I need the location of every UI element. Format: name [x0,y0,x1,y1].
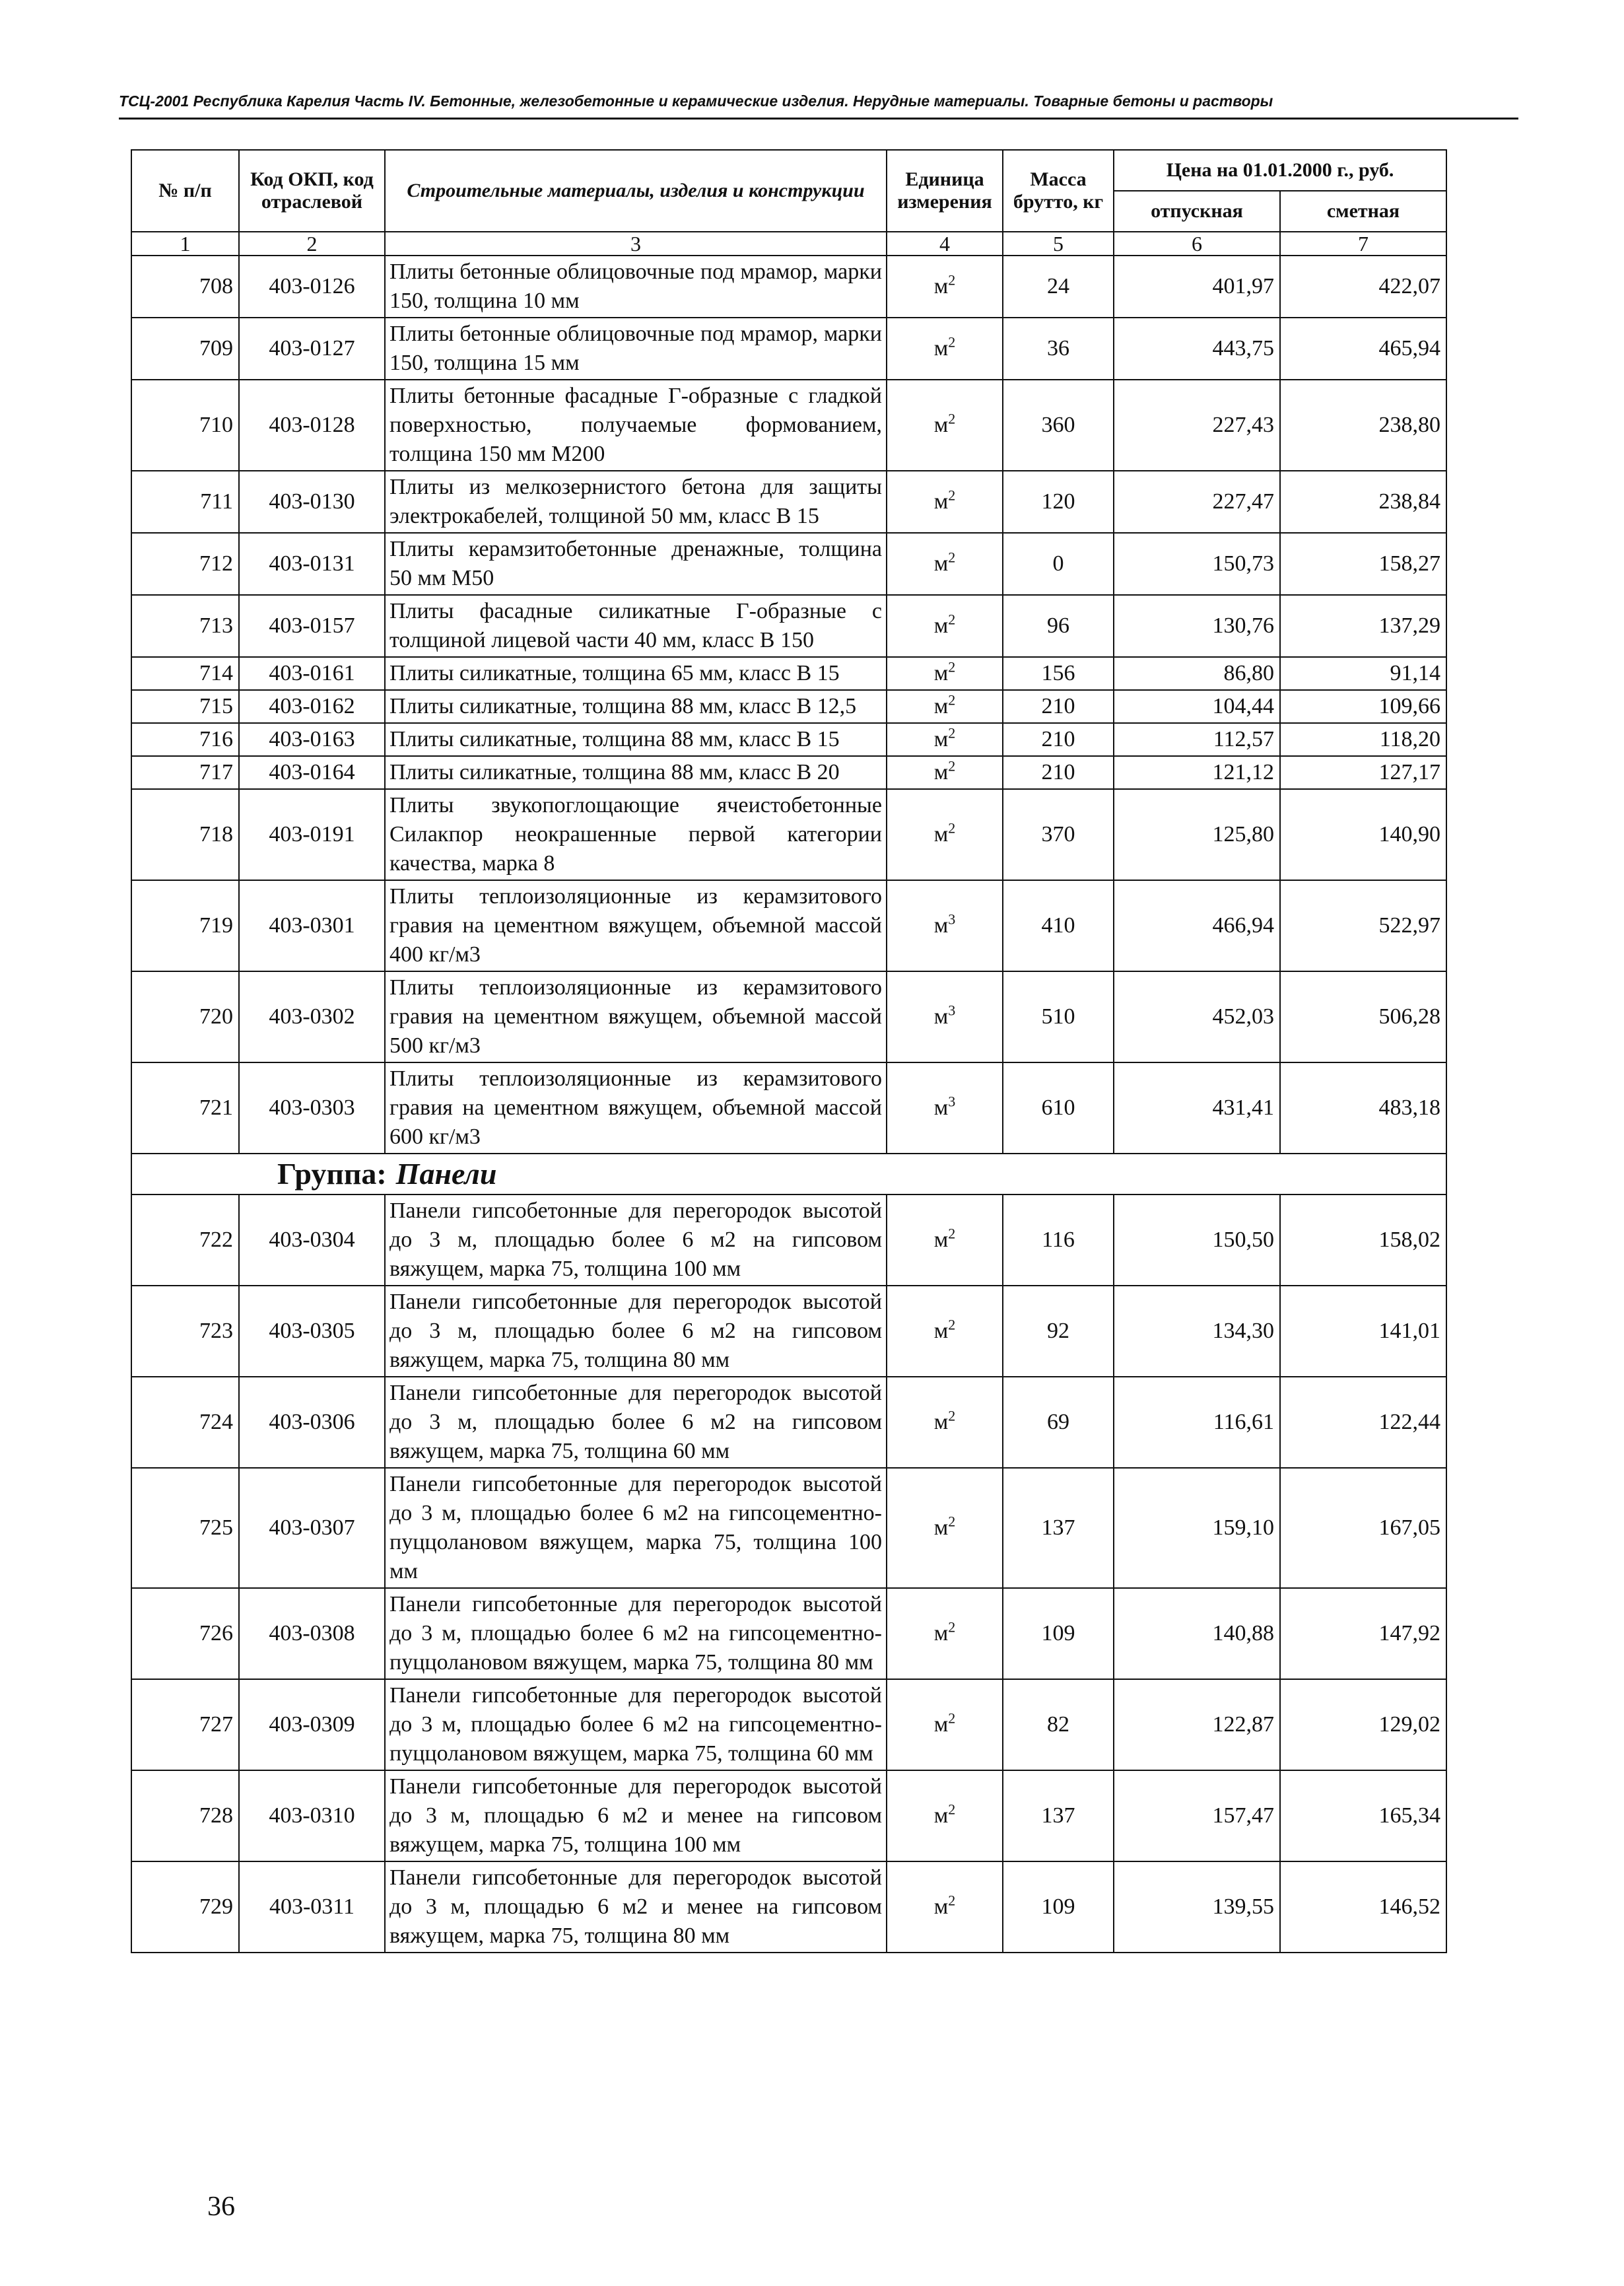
unit-exponent: 2 [948,333,956,351]
gross-mass: 156 [1003,657,1114,690]
table-row [131,880,1446,971]
item-description: Панели гипсобетонные для перегородок высотой до 3 м, площадью 6 м2 и менее на гипсовом вяжущем, марка 75, толщина 100 мм [385,1770,887,1861]
unit-base: м [933,1621,949,1645]
gross-mass: 24 [1003,256,1114,318]
gross-mass: 210 [1003,756,1114,789]
gross-mass: 36 [1003,318,1114,380]
table-row [131,1861,1446,1953]
column-number: 2 [239,232,385,256]
unit-exponent: 2 [948,549,956,566]
item-description: Панели гипсобетонные для перегородок высотой до 3 м, площадью более 6 м2 на гипсовом вяжущем, марка 75, толщина 60 мм [385,1377,887,1468]
row-number: 711 [131,471,239,533]
unit-exponent: 2 [948,724,956,742]
unit [887,880,1003,971]
estimate-price: 238,84 [1280,471,1446,533]
item-description: Плиты теплоизоляционные из керамзитового гравия на цементном вяжущем, объемной массой 500 кг/м3 [385,971,887,1062]
unit [887,380,1003,471]
item-description: Плиты фасадные силикатные Г-образные с толщиной лицевой части 40 мм, класс В 150 [385,595,887,657]
gross-mass: 360 [1003,380,1114,471]
gross-mass: 610 [1003,1062,1114,1154]
unit [887,471,1003,533]
release-price: 431,41 [1114,1062,1280,1154]
gross-mass: 120 [1003,471,1114,533]
unit-exponent: 2 [948,410,956,427]
estimate-price: 141,01 [1280,1286,1446,1377]
gross-mass: 92 [1003,1286,1114,1377]
estimate-price: 422,07 [1280,256,1446,318]
header-name: Строительные материалы, изделия и конструкции [385,150,887,232]
item-description: Плиты керамзитобетонные дренажные, толщина 50 мм М50 [385,533,887,595]
row-number: 728 [131,1770,239,1861]
unit-exponent: 2 [948,819,956,837]
release-price: 125,80 [1114,789,1280,880]
estimate-price: 165,34 [1280,1770,1446,1861]
unit-exponent: 2 [948,1618,956,1636]
row-number: 713 [131,595,239,657]
unit-exponent: 2 [948,1225,956,1242]
unit [887,1770,1003,1861]
unit-base: м [933,1228,949,1252]
okp-code: 403-0309 [239,1679,385,1770]
unit-exponent: 3 [948,1093,956,1110]
table-row [131,1195,1446,1286]
gross-mass: 69 [1003,1377,1114,1468]
unit [887,723,1003,756]
table-row [131,256,1446,318]
unit-exponent: 2 [948,658,956,675]
okp-code: 403-0304 [239,1195,385,1286]
unit-base: м [933,913,949,938]
gross-mass: 370 [1003,789,1114,880]
release-price: 227,43 [1114,380,1280,471]
okp-code: 403-0307 [239,1468,385,1588]
okp-code: 403-0301 [239,880,385,971]
release-price: 159,10 [1114,1468,1280,1588]
gross-mass: 210 [1003,723,1114,756]
header-okp: Код ОКП, код отраслевой [239,150,385,232]
gross-mass: 410 [1003,880,1114,971]
unit [887,256,1003,318]
column-number-row [131,232,1446,256]
row-number: 721 [131,1062,239,1154]
okp-code: 403-0303 [239,1062,385,1154]
item-description: Плиты теплоизоляционные из керамзитового гравия на цементном вяжущем, объемной массой 600 кг/м3 [385,1062,887,1154]
unit [887,690,1003,723]
header-price-estimate: сметная [1280,191,1446,232]
table-row [131,1770,1446,1861]
unit-exponent: 2 [948,757,956,775]
unit-exponent: 3 [948,911,956,928]
release-price: 466,94 [1114,880,1280,971]
unit-base: м [933,727,949,751]
estimate-price: 140,90 [1280,789,1446,880]
item-description: Плиты из мелкозернистого бетона для защиты электрокабелей, толщиной 50 мм, класс В 15 [385,471,887,533]
okp-code: 403-0311 [239,1861,385,1953]
column-number: 1 [131,232,239,256]
header-mass: Масса брутто, кг [1003,150,1114,232]
okp-code: 403-0164 [239,756,385,789]
release-price: 121,12 [1114,756,1280,789]
item-description: Плиты бетонные облицовочные под мрамор, марки 150, толщина 10 мм [385,256,887,318]
unit [887,1468,1003,1588]
unit-base: м [933,661,949,685]
group-label: Группа: [277,1157,387,1191]
release-price: 227,47 [1114,471,1280,533]
unit-exponent: 2 [948,691,956,709]
unit-base: м [933,489,949,514]
unit-base: м [933,336,949,361]
table-row [131,1468,1446,1588]
okp-code: 403-0191 [239,789,385,880]
item-description: Панели гипсобетонные для перегородок высотой до 3 м, площадью более 6 м2 на гипсовом вяжущем, марка 75, толщина 80 мм [385,1286,887,1377]
row-number: 717 [131,756,239,789]
estimate-price: 129,02 [1280,1679,1446,1770]
estimate-price: 506,28 [1280,971,1446,1062]
unit-base: м [933,551,949,576]
unit [887,1195,1003,1286]
release-price: 452,03 [1114,971,1280,1062]
unit [887,1679,1003,1770]
item-description: Плиты силикатные, толщина 88 мм, класс В 20 [385,756,887,789]
unit-base: м [933,822,949,847]
release-price: 150,73 [1114,533,1280,595]
estimate-price: 118,20 [1280,723,1446,756]
gross-mass: 137 [1003,1770,1114,1861]
header-price-release: отпускная [1114,191,1280,232]
item-description: Панели гипсобетонные для перегородок высотой до 3 м, площадью более 6 м2 на гипсоцементно-пуццолановом вяжущем, марка 75, толщина 60 мм [385,1679,887,1770]
unit-base: м [933,1712,949,1737]
okp-code: 403-0157 [239,595,385,657]
unit-exponent: 2 [948,1513,956,1530]
unit-exponent: 2 [948,1710,956,1727]
estimate-price: 147,92 [1280,1588,1446,1679]
running-header: ТСЦ-2001 Республика Карелия Часть IV. Бетонные, железобетонные и керамические изделия. Нерудные материалы. Товарные бетоны и растворы [119,92,1273,110]
okp-code: 403-0161 [239,657,385,690]
unit-base: м [933,1004,949,1029]
estimate-price: 167,05 [1280,1468,1446,1588]
column-number: 7 [1280,232,1446,256]
row-number: 722 [131,1195,239,1286]
unit [887,1588,1003,1679]
row-number: 714 [131,657,239,690]
unit-base: м [933,1095,949,1120]
column-number: 5 [1003,232,1114,256]
release-price: 116,61 [1114,1377,1280,1468]
page-number: 36 [207,2192,235,2222]
release-price: 140,88 [1114,1588,1280,1679]
unit-exponent: 2 [948,271,956,289]
unit-base: м [933,1319,949,1343]
release-price: 443,75 [1114,318,1280,380]
table-row [131,1377,1446,1468]
unit [887,1377,1003,1468]
table-row [131,657,1446,690]
unit-base: м [933,274,949,298]
gross-mass: 82 [1003,1679,1114,1770]
column-number: 4 [887,232,1003,256]
estimate-price: 109,66 [1280,690,1446,723]
estimate-price: 522,97 [1280,880,1446,971]
table-row [131,723,1446,756]
gross-mass: 96 [1003,595,1114,657]
okp-code: 403-0302 [239,971,385,1062]
unit-exponent: 2 [948,1801,956,1818]
item-description: Плиты силикатные, толщина 88 мм, класс В 15 [385,723,887,756]
estimate-price: 238,80 [1280,380,1446,471]
table-row [131,380,1446,471]
okp-code: 403-0310 [239,1770,385,1861]
unit-exponent: 2 [948,1892,956,1909]
row-number: 716 [131,723,239,756]
row-number: 710 [131,380,239,471]
unit [887,533,1003,595]
unit [887,756,1003,789]
row-number: 726 [131,1588,239,1679]
unit [887,1062,1003,1154]
row-number: 709 [131,318,239,380]
okp-code: 403-0128 [239,380,385,471]
item-description: Панели гипсобетонные для перегородок высотой до 3 м, площадью более 6 м2 на гипсовом вяжущем, марка 75, толщина 100 мм [385,1195,887,1286]
item-description: Плиты звукопоглощающие ячеистобетонные Силакпор неокрашенные первой категории качества, марка 8 [385,789,887,880]
release-price: 86,80 [1114,657,1280,690]
gross-mass: 210 [1003,690,1114,723]
header-price-group: Цена на 01.01.2000 г., руб. [1114,150,1446,191]
release-price: 139,55 [1114,1861,1280,1953]
unit-exponent: 2 [948,1316,956,1333]
estimate-price: 465,94 [1280,318,1446,380]
item-description: Панели гипсобетонные для перегородок высотой до 3 м, площадью более 6 м2 на гипсоцементно-пуццолановом вяжущем, марка 75, толщина 100 мм [385,1468,887,1588]
gross-mass: 0 [1003,533,1114,595]
unit-base: м [933,613,949,638]
table-row [131,1679,1446,1770]
release-price: 130,76 [1114,595,1280,657]
okp-code: 403-0163 [239,723,385,756]
estimate-price: 91,14 [1280,657,1446,690]
table-row [131,595,1446,657]
okp-code: 403-0127 [239,318,385,380]
group-name: Панели [395,1157,497,1191]
row-number: 719 [131,880,239,971]
row-number: 720 [131,971,239,1062]
table-row [131,690,1446,723]
release-price: 157,47 [1114,1770,1280,1861]
estimate-price: 127,17 [1280,756,1446,789]
table-row [131,789,1446,880]
unit [887,971,1003,1062]
item-description: Плиты силикатные, толщина 65 мм, класс В 15 [385,657,887,690]
okp-code: 403-0131 [239,533,385,595]
okp-code: 403-0305 [239,1286,385,1377]
unit [887,657,1003,690]
header-rule [119,118,1518,120]
table-row [131,1286,1446,1377]
table-row [131,971,1446,1062]
estimate-price: 146,52 [1280,1861,1446,1953]
okp-code: 403-0308 [239,1588,385,1679]
row-number: 724 [131,1377,239,1468]
okp-code: 403-0130 [239,471,385,533]
table-row [131,1588,1446,1679]
price-table [131,149,1447,1953]
estimate-price: 483,18 [1280,1062,1446,1154]
column-number: 6 [1114,232,1280,256]
unit-base: м [933,1803,949,1828]
gross-mass: 510 [1003,971,1114,1062]
unit-base: м [933,760,949,784]
group-row [131,1154,1446,1195]
table-row [131,533,1446,595]
estimate-price: 158,27 [1280,533,1446,595]
okp-code: 403-0126 [239,256,385,318]
unit-exponent: 2 [948,487,956,504]
unit-base: м [933,1410,949,1434]
unit [887,595,1003,657]
okp-code: 403-0162 [239,690,385,723]
unit [887,1861,1003,1953]
release-price: 401,97 [1114,256,1280,318]
release-price: 112,57 [1114,723,1280,756]
unit-exponent: 2 [948,1407,956,1424]
gross-mass: 116 [1003,1195,1114,1286]
unit-base: м [933,1515,949,1540]
estimate-price: 158,02 [1280,1195,1446,1286]
item-description: Плиты бетонные фасадные Г-образные с гладкой поверхностью, получаемые формованием, толщина 150 мм М200 [385,380,887,471]
okp-code: 403-0306 [239,1377,385,1468]
row-number: 715 [131,690,239,723]
gross-mass: 109 [1003,1588,1114,1679]
item-description: Панели гипсобетонные для перегородок высотой до 3 м, площадью более 6 м2 на гипсоцементно-пуццолановом вяжущем, марка 75, толщина 80 мм [385,1588,887,1679]
unit-exponent: 3 [948,1002,956,1019]
item-description: Панели гипсобетонные для перегородок высотой до 3 м, площадью 6 м2 и менее на гипсовом вяжущем, марка 75, толщина 80 мм [385,1861,887,1953]
column-number: 3 [385,232,887,256]
release-price: 104,44 [1114,690,1280,723]
table-row [131,471,1446,533]
row-number: 723 [131,1286,239,1377]
unit-base: м [933,694,949,718]
unit [887,789,1003,880]
unit-base: м [933,413,949,437]
table-row [131,318,1446,380]
header-unit: Единица измерения [887,150,1003,232]
table-row [131,1062,1446,1154]
estimate-price: 137,29 [1280,595,1446,657]
release-price: 122,87 [1114,1679,1280,1770]
header-num: № п/п [131,150,239,232]
estimate-price: 122,44 [1280,1377,1446,1468]
unit-base: м [933,1894,949,1919]
row-number: 729 [131,1861,239,1953]
unit [887,318,1003,380]
item-description: Плиты теплоизоляционные из керамзитового гравия на цементном вяжущем, объемной массой 400 кг/м3 [385,880,887,971]
row-number: 725 [131,1468,239,1588]
item-description: Плиты бетонные облицовочные под мрамор, марки 150, толщина 15 мм [385,318,887,380]
release-price: 134,30 [1114,1286,1280,1377]
row-number: 718 [131,789,239,880]
gross-mass: 137 [1003,1468,1114,1588]
release-price: 150,50 [1114,1195,1280,1286]
unit [887,1286,1003,1377]
item-description: Плиты силикатные, толщина 88 мм, класс В 12,5 [385,690,887,723]
unit-exponent: 2 [948,611,956,628]
gross-mass: 109 [1003,1861,1114,1953]
row-number: 712 [131,533,239,595]
table-row [131,756,1446,789]
row-number: 727 [131,1679,239,1770]
row-number: 708 [131,256,239,318]
